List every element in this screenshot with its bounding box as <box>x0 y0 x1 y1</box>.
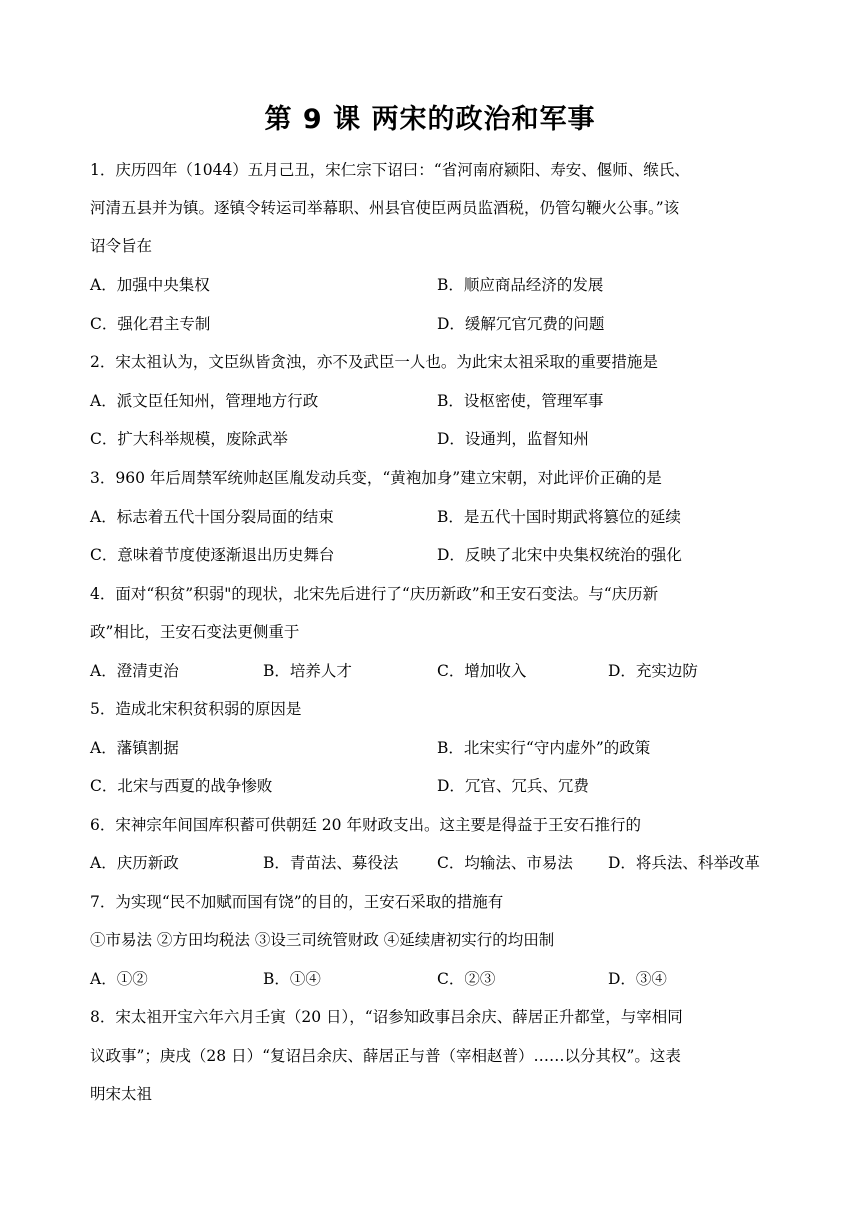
question-4-option-d: D．充实边防 <box>608 662 698 680</box>
question-7-line-1: 7．为实现“民不加赋而国有饶”的目的，王安石采取的措施有 <box>90 893 504 911</box>
question-8-line-3: 明宋太祖 <box>90 1085 153 1103</box>
question-2-option-c: C．扩大科举规模，废除武举 <box>90 430 288 448</box>
question-5-option-d: D．冗官、冗兵、冗费 <box>437 777 589 795</box>
question-5-option-b: B．北宋实行“守内虚外”的政策 <box>437 739 651 757</box>
question-3-option-a: A．标志着五代十国分裂局面的结束 <box>90 508 334 526</box>
question-5-option-a: A．藩镇割据 <box>90 739 179 757</box>
question-4-line-2: 政”相比，王安石变法更侧重于 <box>90 623 300 641</box>
question-1-option-a: A．加强中央集权 <box>90 276 210 294</box>
question-8-line-2: 议政事”；庚戌（28 日）“复诏吕余庆、薛居正与普（宰相赵普）……以分其权”。这表 <box>90 1047 681 1065</box>
question-3-line-1: 3．960 年后周禁军统帅赵匡胤发动兵变，“黄袍加身”建立宋朝，对此评价正确的是 <box>90 469 662 487</box>
question-6-option-a: A．庆历新政 <box>90 854 179 872</box>
question-4-line-1: 4．面对“积贫”积弱"的现状，北宋先后进行了“庆历新政”和王安石变法。与“庆历新 <box>90 585 659 603</box>
question-4-option-a: A．澄清吏治 <box>90 662 179 680</box>
question-2-option-a: A．派文臣任知州，管理地方行政 <box>90 392 319 410</box>
question-7-line-2: ①市易法 ②方田均税法 ③设三司统管财政 ④延续唐初实行的均田制 <box>90 931 555 949</box>
question-1-option-d: D．缓解冗官冗费的问题 <box>437 315 605 333</box>
question-5-option-c: C．北宋与西夏的战争惨败 <box>90 777 273 795</box>
question-4-options-row <box>90 660 790 682</box>
question-3-options-row-2 <box>90 544 790 566</box>
question-1-line-2: 河清五县并为镇。逐镇令转运司举幕职、州县官使臣两员监酒税，仍管勾鞭火公事。”该 <box>90 199 680 217</box>
question-7-option-d: D．③④ <box>608 970 667 988</box>
question-3-option-c: C．意味着节度使逐渐退出历史舞台 <box>90 546 335 564</box>
question-2-option-b: B．设枢密使，管理军事 <box>437 392 604 410</box>
question-7-option-b: B．①④ <box>263 970 321 988</box>
question-6-option-d: D．将兵法、科举改革 <box>608 854 760 872</box>
question-6-option-b: B．青苗法、募役法 <box>263 854 399 872</box>
question-1-option-c: C．强化君主专制 <box>90 315 211 333</box>
question-1-option-b: B．顺应商品经济的发展 <box>437 276 604 294</box>
question-2-options-row-2 <box>90 428 790 450</box>
question-2-options-row-1 <box>90 390 790 412</box>
question-5-options-row-2 <box>90 775 790 797</box>
question-4-option-b: B．培养人才 <box>263 662 352 680</box>
question-3-option-d: D．反映了北宋中央集权统治的强化 <box>437 546 682 564</box>
question-6-option-c: C．均输法、市易法 <box>437 854 573 872</box>
question-2-option-d: D．设通判，监督知州 <box>437 430 589 448</box>
question-1-options-row-1 <box>90 274 790 296</box>
question-6-line-1: 6．宋神宗年间国库积蓄可供朝廷 20 年财政支出。这主要是得益于王安石推行的 <box>90 816 641 834</box>
question-1-line-3: 诏令旨在 <box>90 237 153 255</box>
question-1-line-1: 1．庆历四年（1044）五月己丑，宋仁宗下诏曰：“省河南府颍阳、寿安、偃师、缑氏、 <box>90 161 690 179</box>
question-7-option-c: C．②③ <box>437 970 496 988</box>
question-3-options-row-1 <box>90 506 790 528</box>
question-7-options-row <box>90 968 790 990</box>
question-2-line-1: 2．宋太祖认为，文臣纵皆贪浊，亦不及武臣一人也。为此宋太祖采取的重要措施是 <box>90 353 658 371</box>
question-4-option-c: C．增加收入 <box>437 662 527 680</box>
question-1-options-row-2 <box>90 313 790 335</box>
question-8-line-1: 8．宋太祖开宝六年六月壬寅（20 日），“诏参知政事吕余庆、薛居正升都堂，与宰相同 <box>90 1008 683 1026</box>
page-title: 第 9 课 两宋的政治和军事 <box>264 104 596 135</box>
question-5-line-1: 5．造成北宋积贫积弱的原因是 <box>90 700 302 718</box>
question-6-options-row <box>90 852 790 874</box>
question-5-options-row-1 <box>90 737 790 759</box>
question-3-option-b: B．是五代十国时期武将篡位的延续 <box>437 508 681 526</box>
question-7-option-a: A．①② <box>90 970 148 988</box>
